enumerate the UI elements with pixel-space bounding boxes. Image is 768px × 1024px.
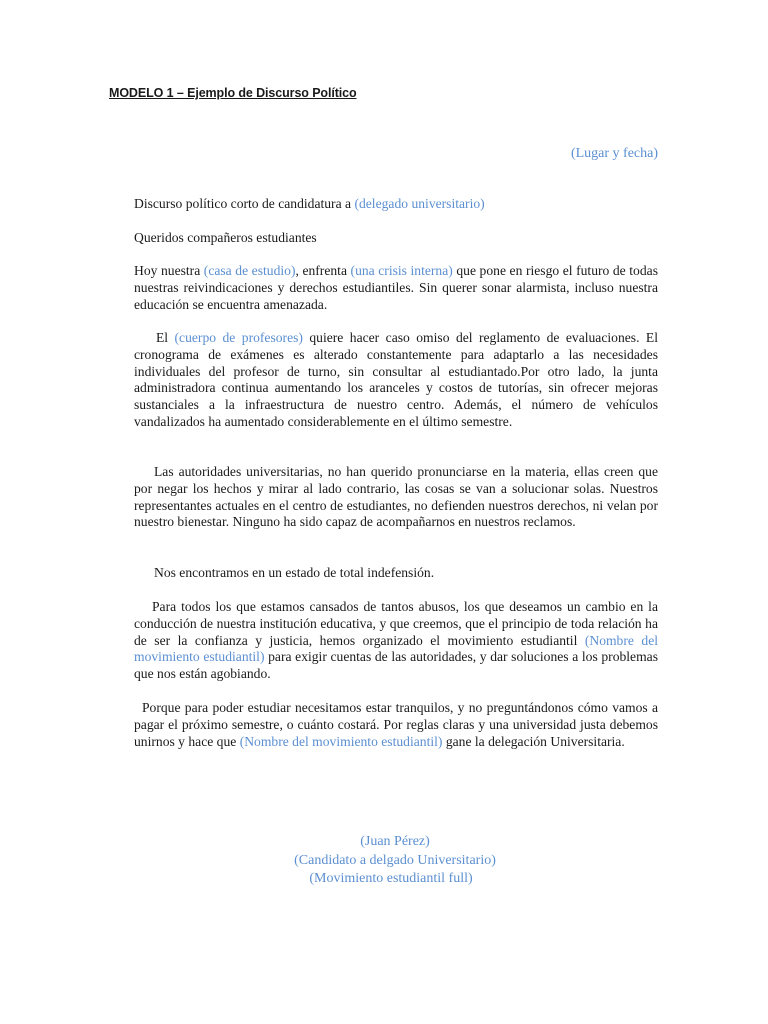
paragraph-defenseless: Nos encontramos en un estado de total indefensión. xyxy=(154,565,435,580)
text-segment: gane la delegación Universitaria. xyxy=(442,733,625,749)
paragraph-faculty xyxy=(134,330,658,431)
paragraph-greeting: Queridos compañeros estudiantes xyxy=(134,230,317,245)
text-segment: El xyxy=(156,330,175,345)
signature-name: (Juan Pérez) xyxy=(360,834,430,849)
signature-movement: (Movimiento estudiantil full) xyxy=(309,871,473,886)
document-heading: MODELO 1 – Ejemplo de Discurso Político xyxy=(109,86,357,100)
paragraph-movement xyxy=(134,599,658,683)
text-segment: quiere hacer caso omiso del reglamento de evaluaciones. El cronograma de exámenes es alterado constantemente para adaptarlo a las necesidades individuales del profesor de turno, sin consultar al estudiantado.Por otro lado, la junta administradora continua aumentando los aranceles y costos de tutorías, sin ofrecer mejoras sustanciales a la infraestructura de nuestro centro. Además, el número de vehículos vandalizados ha aumentado considerablemente en el último semestre. xyxy=(134,330,658,429)
paragraph-intro xyxy=(134,196,658,213)
paragraph-closing xyxy=(134,700,658,750)
movement-name-placeholder: (Nombre del movimiento estudiantil) xyxy=(134,632,659,665)
crisis-placeholder: (una crisis interna) xyxy=(350,263,453,278)
paragraph-authorities: Las autoridades universitarias, no han querido pronunciarse en la materia, ellas creen que por negar los hechos y mirar al lado contrario, las cosas se van a solucionar solas. Nuestros representantes actuales en el centro de estudiantes, no defienden nuestros derechos, ni velan por nuestro bienestar. Ninguno ha sido capaz de acompañarnos en nuestros reclamos. xyxy=(134,464,658,530)
text-segment: que pone en riesgo el futuro de todas nuestras reivindicaciones y derechos estudiantiles. Sin querer sonar alarmista, incluso nuestra educación se encuentra amenazada. xyxy=(134,263,658,312)
movement-name-placeholder: (Nombre del movimiento estudiantil) xyxy=(239,733,443,749)
text-segment: Porque para poder estudiar necesitamos estar tranquilos, y no preguntándonos cómo vamos a pagar el próximo semestre, o cuánto costará. Por reglas claras y una universidad justa debemos unirnos y hace que xyxy=(134,700,658,749)
intro-text: Discurso político corto de candidatura a xyxy=(134,196,355,211)
signature-role: (Candidato a delgado Universitario) xyxy=(294,852,496,868)
text-segment: , enfrenta xyxy=(295,263,351,278)
faculty-placeholder: (cuerpo de profesores) xyxy=(174,330,303,345)
text-segment: para exigir cuentas de las autoridades, y dar soluciones a los problemas que nos están agobiando. xyxy=(134,649,658,682)
candidacy-placeholder: (delegado universitario) xyxy=(354,196,485,211)
text-segment: Para todos los que estamos cansados de tantos abusos, los que deseamos un cambio en la conducción de nuestra institución educativa, y que creemos, que el principio de toda relación ha de ser la confianza y justicia, hemos organizado el movimiento estudiantil xyxy=(134,599,658,648)
signature-block xyxy=(200,833,590,889)
institution-placeholder: (casa de estudio) xyxy=(203,263,296,278)
text-segment: Hoy nuestra xyxy=(134,263,204,278)
place-date-placeholder: (Lugar y fecha) xyxy=(570,146,658,161)
paragraph-crisis xyxy=(134,263,658,313)
